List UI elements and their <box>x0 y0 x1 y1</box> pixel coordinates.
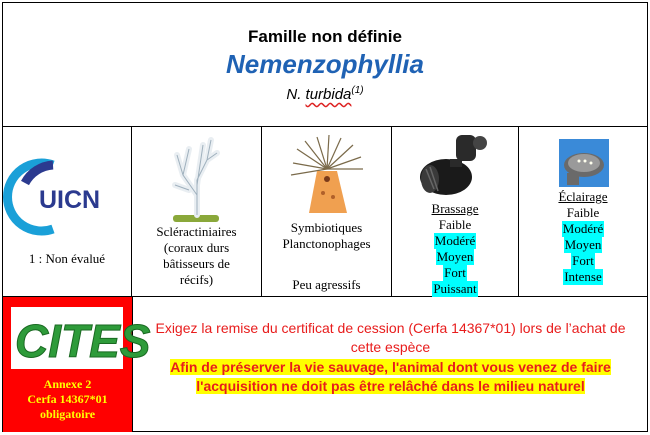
flow-cell <box>392 127 519 296</box>
species-genus-abbr: N. <box>286 86 306 103</box>
uicn-cell <box>3 127 132 296</box>
wave-pump-icon <box>416 129 496 201</box>
flow-levels <box>392 201 518 297</box>
cites-line: obligatoire <box>39 407 96 421</box>
species-epithet: turbida <box>305 86 352 103</box>
release-warning-line: l'acquisition ne doit pas être relâché dans le milieu naturel <box>196 378 585 394</box>
species-header <box>3 3 647 127</box>
aquarium-lamp-icon <box>559 139 609 187</box>
coral-type-cell <box>132 127 262 296</box>
cites-cell <box>3 297 151 432</box>
coral-type-line: Scléractiniaires <box>156 224 237 239</box>
family-label: Famille non définie <box>248 27 402 46</box>
genus-name: Nemenzophyllia <box>226 49 424 79</box>
flow-level-moyen: Moyen <box>436 249 474 264</box>
coral-type-line: (coraux durs <box>163 240 230 255</box>
feeding-line: Symbiotiques <box>290 220 363 235</box>
cites-line: Cerfa 14367*01 <box>27 392 108 406</box>
cites-logo-icon <box>11 307 151 369</box>
behavior-text: Peu agressifs <box>292 277 361 292</box>
species-name <box>3 85 647 103</box>
cites-annex-text <box>3 377 132 422</box>
uicn-logo-icon <box>13 157 123 237</box>
flow-title: Brassage <box>431 201 479 216</box>
cites-logo <box>11 307 151 369</box>
uicn-status: 1 : Non évalué <box>28 251 106 266</box>
coral-type-line: récifs) <box>179 272 214 287</box>
flow-level-fort: Fort <box>444 265 466 280</box>
cites-line: Annexe 2 <box>43 377 92 391</box>
release-warning <box>144 358 637 396</box>
flow-level-puissant: Puissant <box>433 281 477 296</box>
lighting-cell <box>519 127 647 296</box>
certificate-notice: Exigez la remise du certificat de cession (Cerfa 14367*01) lors de l’achat de cette espèce <box>155 320 626 355</box>
characteristics-row <box>3 127 647 297</box>
feeding-line: Planctonophages <box>282 236 371 251</box>
uicn-logo-text: UICN <box>39 186 101 214</box>
cites-logo-text: CITES <box>15 315 151 367</box>
lighting-level-modere: Modéré <box>562 221 604 236</box>
species-note: (1) <box>351 85 364 96</box>
species-sheet <box>2 2 648 432</box>
lighting-level-faible: Faible <box>566 205 600 220</box>
branching-coral-icon <box>167 135 227 225</box>
lighting-level-intense: Intense <box>564 269 602 284</box>
lighting-title: Éclairage <box>558 189 608 204</box>
coral-type-line: bâtisseurs de <box>163 256 230 271</box>
lighting-level-fort: Fort <box>572 253 594 268</box>
zoanthid-polyp-icon <box>287 135 367 215</box>
lighting-levels <box>519 189 647 285</box>
feeding-text <box>262 220 391 252</box>
release-warning-line: Afin de préserver la vie sauvage, l'animal dont vous venez de faire <box>170 359 611 375</box>
coral-type-text <box>132 224 261 288</box>
flow-level-modere: Modéré <box>434 233 476 248</box>
legal-notice <box>134 297 647 432</box>
cites-row <box>3 297 647 433</box>
lighting-level-moyen: Moyen <box>564 237 602 252</box>
flow-level-faible: Faible <box>438 217 472 232</box>
feeding-cell <box>262 127 392 296</box>
